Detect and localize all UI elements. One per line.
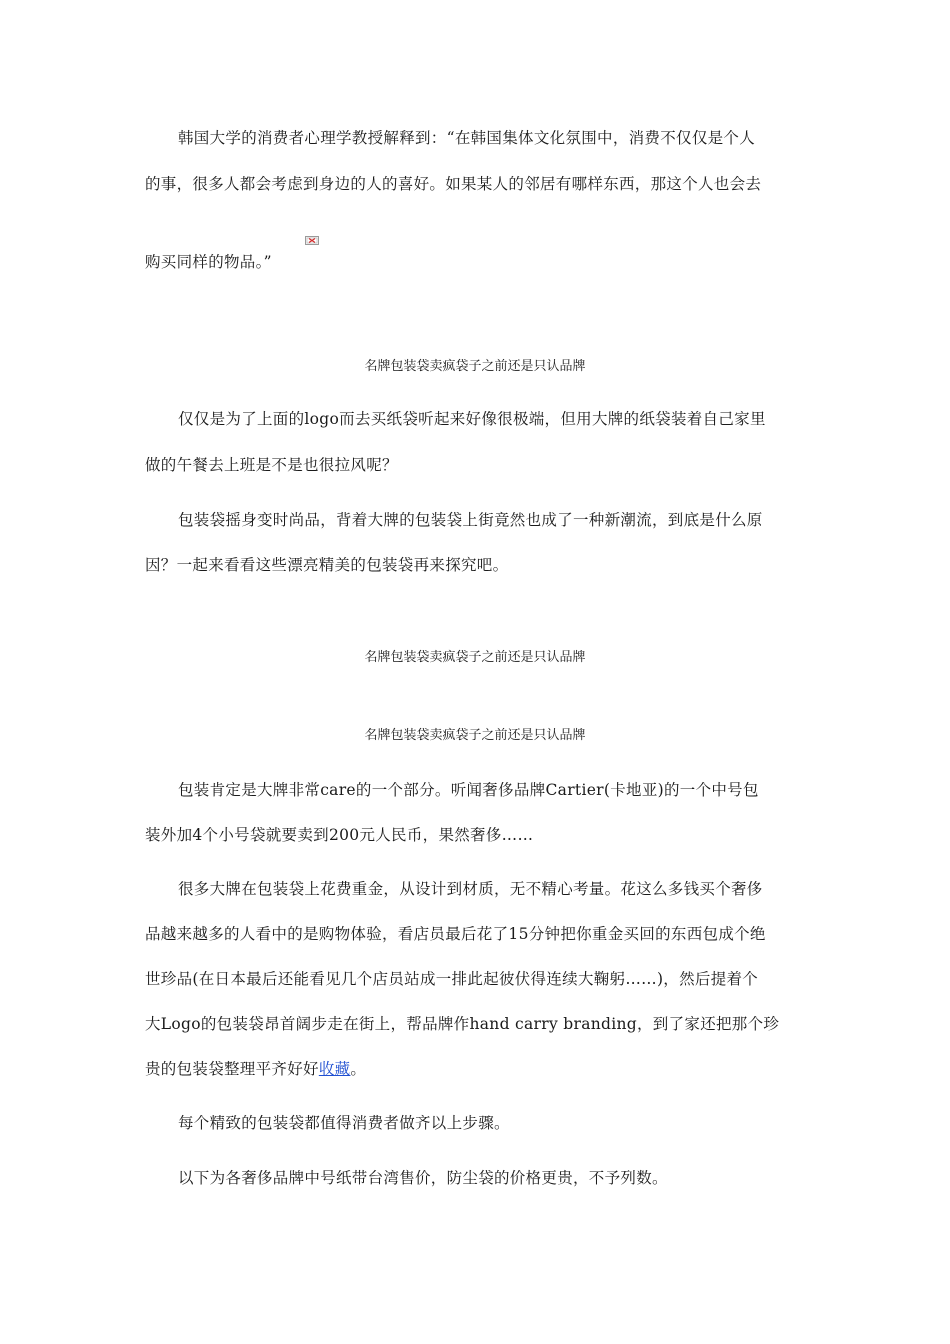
collection-link[interactable]: 收藏	[318, 1060, 351, 1078]
paragraph-7: 以下为各奢侈品牌中号纸带台湾售价，防尘袋的价格更贵，不予列数。	[178, 1169, 668, 1187]
paragraph-1-line-1: 韩国大学的消费者心理学教授解释到：“在韩国集体文化氛围中，消费不仅仅是个人	[178, 129, 756, 147]
paragraph-5-text: 贵的包装袋整理平齐好好	[145, 1060, 319, 1078]
paragraph-1-line-3: 购买同样的物品。”	[145, 253, 272, 271]
paragraph-5-line-3: 世珍品(在日本最后还能看见几个店员站成一排此起彼伏得连续大鞠躬……)，然后提着个	[145, 970, 759, 988]
paragraph-5-line-5	[145, 1059, 366, 1079]
paragraph-5-line-1: 很多大牌在包装袋上花费重金，从设计到材质，无不精心考量。花这么多钱买个奢侈	[178, 880, 763, 898]
image-caption-3: 名牌包装袋卖疯袋子之前还是只认品牌	[364, 728, 586, 743]
paragraph-2-line-1: 仅仅是为了上面的logo而去买纸袋听起来好像很极端，但用大牌的纸袋装着自己家里	[178, 410, 766, 428]
image-caption-1: 名牌包装袋卖疯袋子之前还是只认品牌	[364, 359, 586, 374]
paragraph-1-line-2: 的事，很多人都会考虑到身边的人的喜好。如果某人的邻居有哪样东西，那这个人也会去	[145, 175, 762, 193]
paragraph-5-end: 。	[350, 1060, 367, 1078]
paragraph-2-line-2: 做的午餐去上班是不是也很拉风呢？	[145, 456, 398, 474]
paragraph-3-line-1: 包装袋摇身变时尚品，背着大牌的包装袋上街竟然也成了一种新潮流，到底是什么原	[178, 511, 763, 529]
paragraph-4-line-2: 装外加4个小号袋就要卖到200元人民币，果然奢侈……	[145, 826, 534, 844]
paragraph-6: 每个精致的包装袋都值得消费者做齐以上步骤。	[178, 1114, 510, 1132]
paragraph-4-line-1: 包装肯定是大牌非常care的一个部分。听闻奢侈品牌Cartier(卡地亚)的一个中号包	[178, 781, 759, 799]
paragraph-3-line-2: 因？一起来看看这些漂亮精美的包装袋再来探究吧。	[145, 556, 509, 574]
paragraph-5-line-2: 品越来越多的人看中的是购物体验，看店员最后花了15分钟把你重金买回的东西包成个绝	[145, 925, 766, 943]
image-caption-2: 名牌包装袋卖疯袋子之前还是只认品牌	[364, 650, 586, 665]
paragraph-5-line-4: 大Logo的包装袋昂首阔步走在街上，帮品牌作hand carry branding，到了家还把那个珍	[145, 1015, 780, 1033]
broken-image-icon	[305, 236, 319, 245]
